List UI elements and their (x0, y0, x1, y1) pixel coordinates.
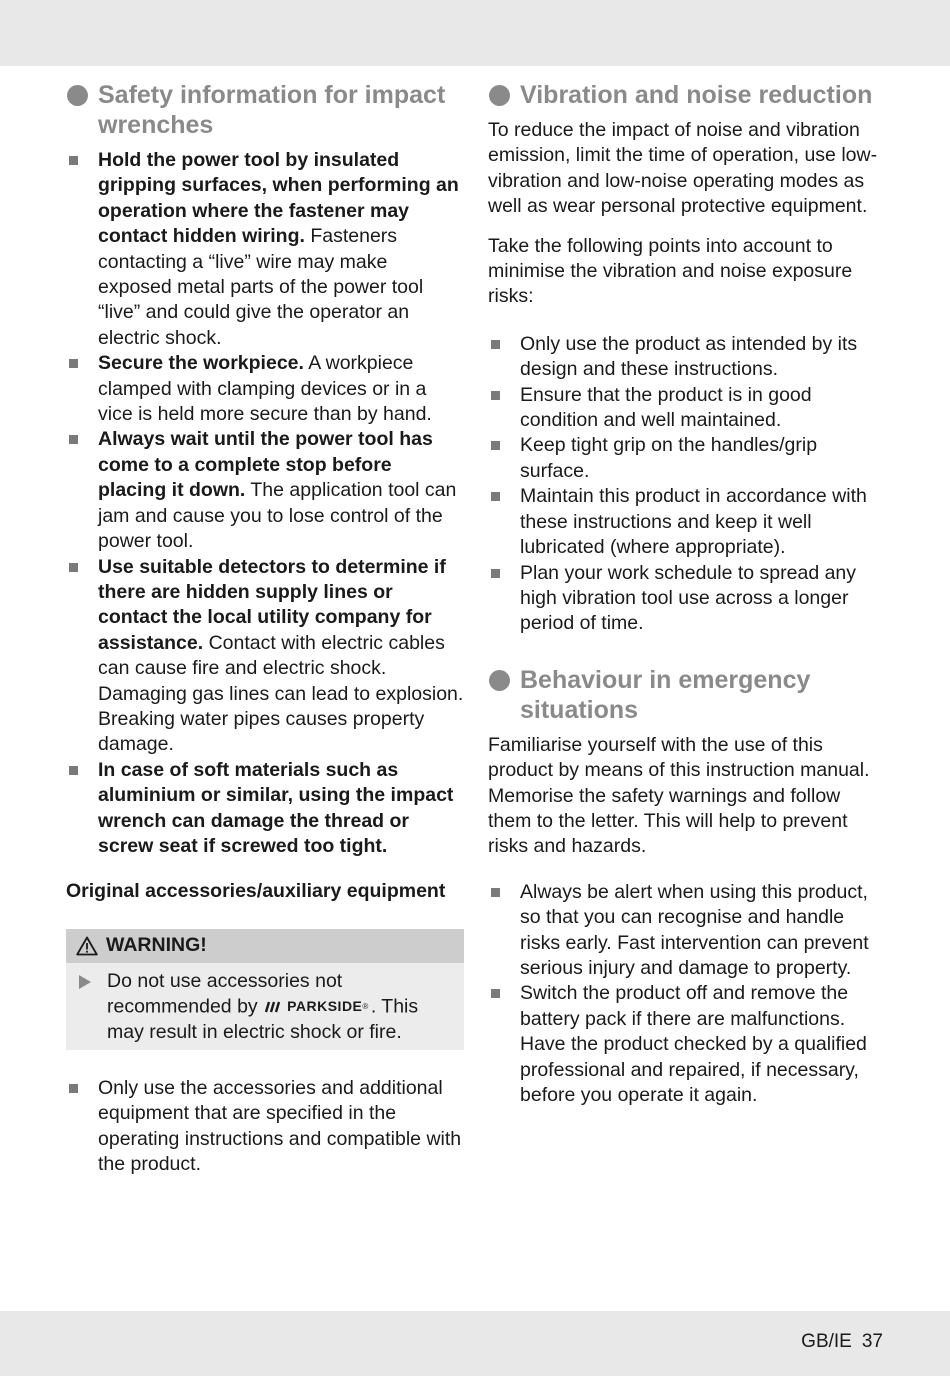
warning-triangle-icon (76, 936, 98, 956)
header-band (0, 0, 950, 66)
square-bullet-icon (69, 563, 78, 572)
square-bullet-icon (491, 441, 500, 450)
heading-text: Behaviour in emergency situations (520, 665, 811, 724)
vibration-paragraph-1: To reduce the impact of noise and vibration emission, limit the time of operation, use low-vibration and low-noise operating modes as well as wear personal protective equipment. (488, 119, 878, 218)
item-bold: Hold the power tool by insulated gripping surfaces, when performing an operation where the fastener may contact hidden wiring. (98, 149, 459, 248)
heading-text: Vibration and noise reduction (520, 81, 873, 109)
parkside-stripes-icon (265, 1001, 283, 1013)
item-text: Keep tight grip on the handles/grip surface. (520, 434, 818, 482)
page-footer (801, 1331, 883, 1353)
list-item (488, 332, 888, 383)
warning-header (66, 929, 464, 963)
square-bullet-icon (69, 156, 78, 165)
warning-title: WARNING! (106, 934, 207, 957)
bullet-circle-icon (489, 670, 510, 691)
square-bullet-icon (491, 888, 500, 897)
list-item (66, 427, 464, 554)
brand-registered: ® (362, 1002, 369, 1012)
section-heading-safety (66, 80, 464, 140)
list-item (488, 383, 888, 434)
emergency-paragraph: Familiarise yourself with the use of this product by means of this instruction manual. Memorise the safety warnings and follow them to the letter. This will help to prevent risks and hazards. (488, 733, 870, 858)
square-bullet-icon (69, 359, 78, 368)
item-text: Contact with electric cables can cause fire and electric shock. Damaging gas lines can lead to explosion. Breaking water pipes causes property damage. (98, 631, 464, 756)
warning-text-before: Do not use accessories not recommended by (107, 969, 343, 1018)
item-text: Only use the product as intended by its design and these instructions. (520, 332, 858, 381)
section-heading-vibration (488, 80, 888, 110)
list-item (66, 1076, 464, 1178)
play-triangle-icon (78, 974, 92, 990)
square-bullet-icon (491, 989, 500, 998)
bullet-circle-icon (67, 85, 88, 106)
list-item (488, 880, 888, 982)
item-text: Always be alert when using this product, so that you can recognise and handle risks early. Fast intervention can prevent serious injury and damage to property. (520, 880, 869, 979)
list-item (66, 148, 464, 351)
item-bold: Secure the workpiece. (98, 352, 304, 375)
vibration-paragraph-2: Take the following points into account to minimise the vibration and noise exposure risks: (488, 234, 853, 308)
square-bullet-icon (491, 569, 500, 578)
item-text: A workpiece clamped with clamping devices or in a vice is held more secure than by hand. (98, 352, 432, 426)
item-text: Only use the accessories and additional equipment that are specified in the operating instructions and compatible with the product. (98, 1076, 462, 1175)
square-bullet-icon (69, 435, 78, 444)
item-text: Switch the product off and remove the battery pack if there are malfunctions. Have the product checked by a qualified professional and repaired, if necessary, before you operate it again. (520, 982, 867, 1106)
list-item (66, 555, 464, 758)
list-item (488, 981, 888, 1108)
warning-text-after: . This may result in electric shock or fire. (107, 995, 419, 1044)
item-text: Ensure that the product is in good condition and well maintained. (520, 383, 812, 432)
square-bullet-icon (69, 1084, 78, 1093)
item-text: The application tool can jam and cause you to lose control of the power tool. (98, 479, 457, 553)
item-text: Plan your work schedule to spread any high vibration tool use across a longer period of time. (520, 561, 857, 635)
square-bullet-icon (491, 340, 500, 349)
list-item (488, 433, 888, 484)
list-item (66, 351, 464, 427)
left-column (66, 80, 464, 1177)
heading-text: Safety information for impact wrenches (98, 81, 446, 139)
list-item (488, 484, 888, 560)
square-bullet-icon (69, 766, 78, 775)
square-bullet-icon (491, 492, 500, 501)
accessories-subheading: Original accessories/auxiliary equipment (66, 880, 446, 903)
list-item (66, 758, 464, 860)
right-column (488, 80, 888, 1108)
item-text: Maintain this product in accordance with these instructions and keep it well lubricated (where appropriate). (520, 485, 867, 559)
footer-language: GB/IE (801, 1331, 852, 1352)
emergency-list (488, 880, 888, 1109)
page-number: 37 (861, 1331, 883, 1352)
safety-list (66, 148, 464, 859)
item-bold: Always wait until the power tool has come to a complete stop before placing it down. (98, 428, 433, 502)
list-item (488, 561, 888, 637)
parkside-logo (265, 994, 369, 1019)
square-bullet-icon (491, 391, 500, 400)
warning-box (66, 929, 464, 1050)
bullet-circle-icon (489, 85, 510, 106)
brand-name: PARKSIDE (287, 998, 363, 1015)
warning-body (66, 963, 464, 1050)
item-text: Fasteners contacting a “live” wire may make exposed metal parts of the power tool “live” and could give the operator an electric shock. (98, 225, 424, 349)
item-bold: Use suitable detectors to determine if there are hidden supply lines or contact the local utility company for assistance. (98, 555, 446, 654)
accessories-list (66, 1076, 464, 1178)
item-bold: In case of soft materials such as aluminium or similar, using the impact wrench can damage the thread or screw seat if screwed too tight. (98, 758, 454, 857)
section-heading-emergency (488, 665, 888, 725)
vibration-list (488, 332, 888, 637)
